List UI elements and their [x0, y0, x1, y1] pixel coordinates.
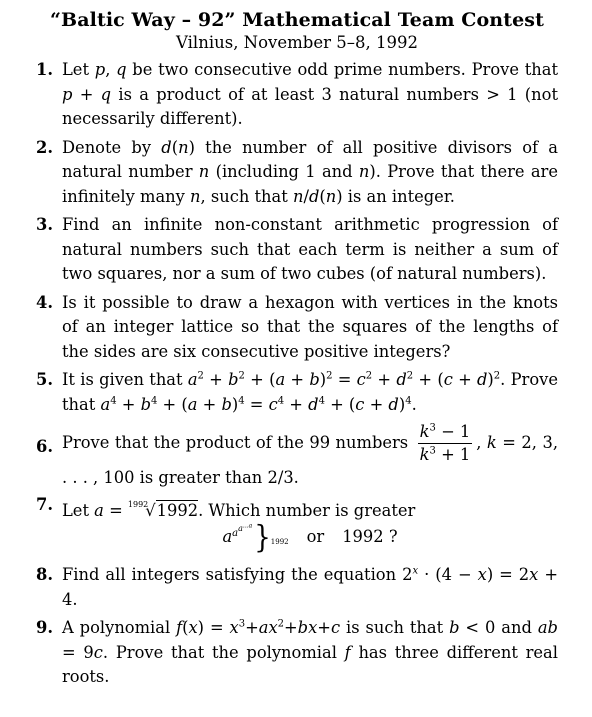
problem-9: 9. A polynomial $f(x) = x^3+ax^2+bx+c$ is such that b < 0 and ab = 9c. Prove that the polynomial f has three different real roots.: [36, 618, 558, 686]
problem-3: 3. Find an infinite non-constant arithmetic progression of natural numbers such that each term is neither a sum of two squares, nor a sum of two cubes (of natural numbers).: [36, 215, 558, 283]
problem-4: 4. Is it possible to draw a hexagon with vertices in the knots of an integer lattice so that the squares of the lengths of the sides are six consecutive positive integers?: [36, 292, 558, 361]
problem-number: 4.: [36, 292, 53, 312]
problem-5: 5. It is given that $a^2 + b^2 + (a + b)^2 = c^2 + d^2 + (c + d)^2$. Prove that $a^4 + b^4 + (a + b)^4 = c^4 + d^4 + (c + d)^4$.: [36, 370, 558, 414]
problem-6: 6. Prove that the product of the 99 numbers $\frac{k^3 - 1}{k^3 + 1}$ , k = 2, 3, . . . , 100 is greater than 2/3.: [36, 422, 558, 487]
contest-subtitle: Vilnius, November 5–8, 1992: [176, 33, 418, 52]
problem-number: 9.: [36, 618, 53, 637]
power-tower-line: $a^{a^{a^{...a}}}\}1992$ or 1992 ?: [222, 519, 398, 556]
problem-number: 8.: [36, 565, 53, 584]
problem-number: 7.: [36, 494, 53, 514]
problem-number: 1.: [36, 60, 53, 79]
problem-7: 7. Let a = $^{1992}$√1992. Which number is greater $a^{a^{a^{...a}}}\}1992$ or 1992 ?: [36, 493, 558, 560]
problem-number: 2.: [36, 137, 53, 157]
problem-list: [36, 58, 558, 690]
brace: }: [254, 519, 271, 556]
problem-number: 3.: [36, 215, 53, 234]
problem-number: 6.: [36, 437, 53, 456]
problem-2: 2. Denote by d(n) the number of all positive divisors of a natural number n (including 1 and n). Prove that there are infinitely many n, such that n/d(n) is an integer.: [36, 137, 558, 206]
problem-8: 8. Find all integers satisfying the equation $2^x \cdot (4 - x) = 2x + 4$.: [36, 565, 559, 609]
contest-title: “Baltic Way – 92” Mathematical Team Contest: [50, 9, 544, 31]
problem-number: 5.: [36, 370, 53, 389]
power-tower: $a^{a^{a^{...a}}}$: [222, 522, 253, 546]
fraction: $\frac{k^3 - 1}{k^3 + 1}$: [419, 422, 471, 464]
problem-1: 1. Let p, q be two consecutive odd prime numbers. Prove that p + q is a product of at least 3 natural numbers > 1 (not necessarily different).: [36, 60, 558, 128]
